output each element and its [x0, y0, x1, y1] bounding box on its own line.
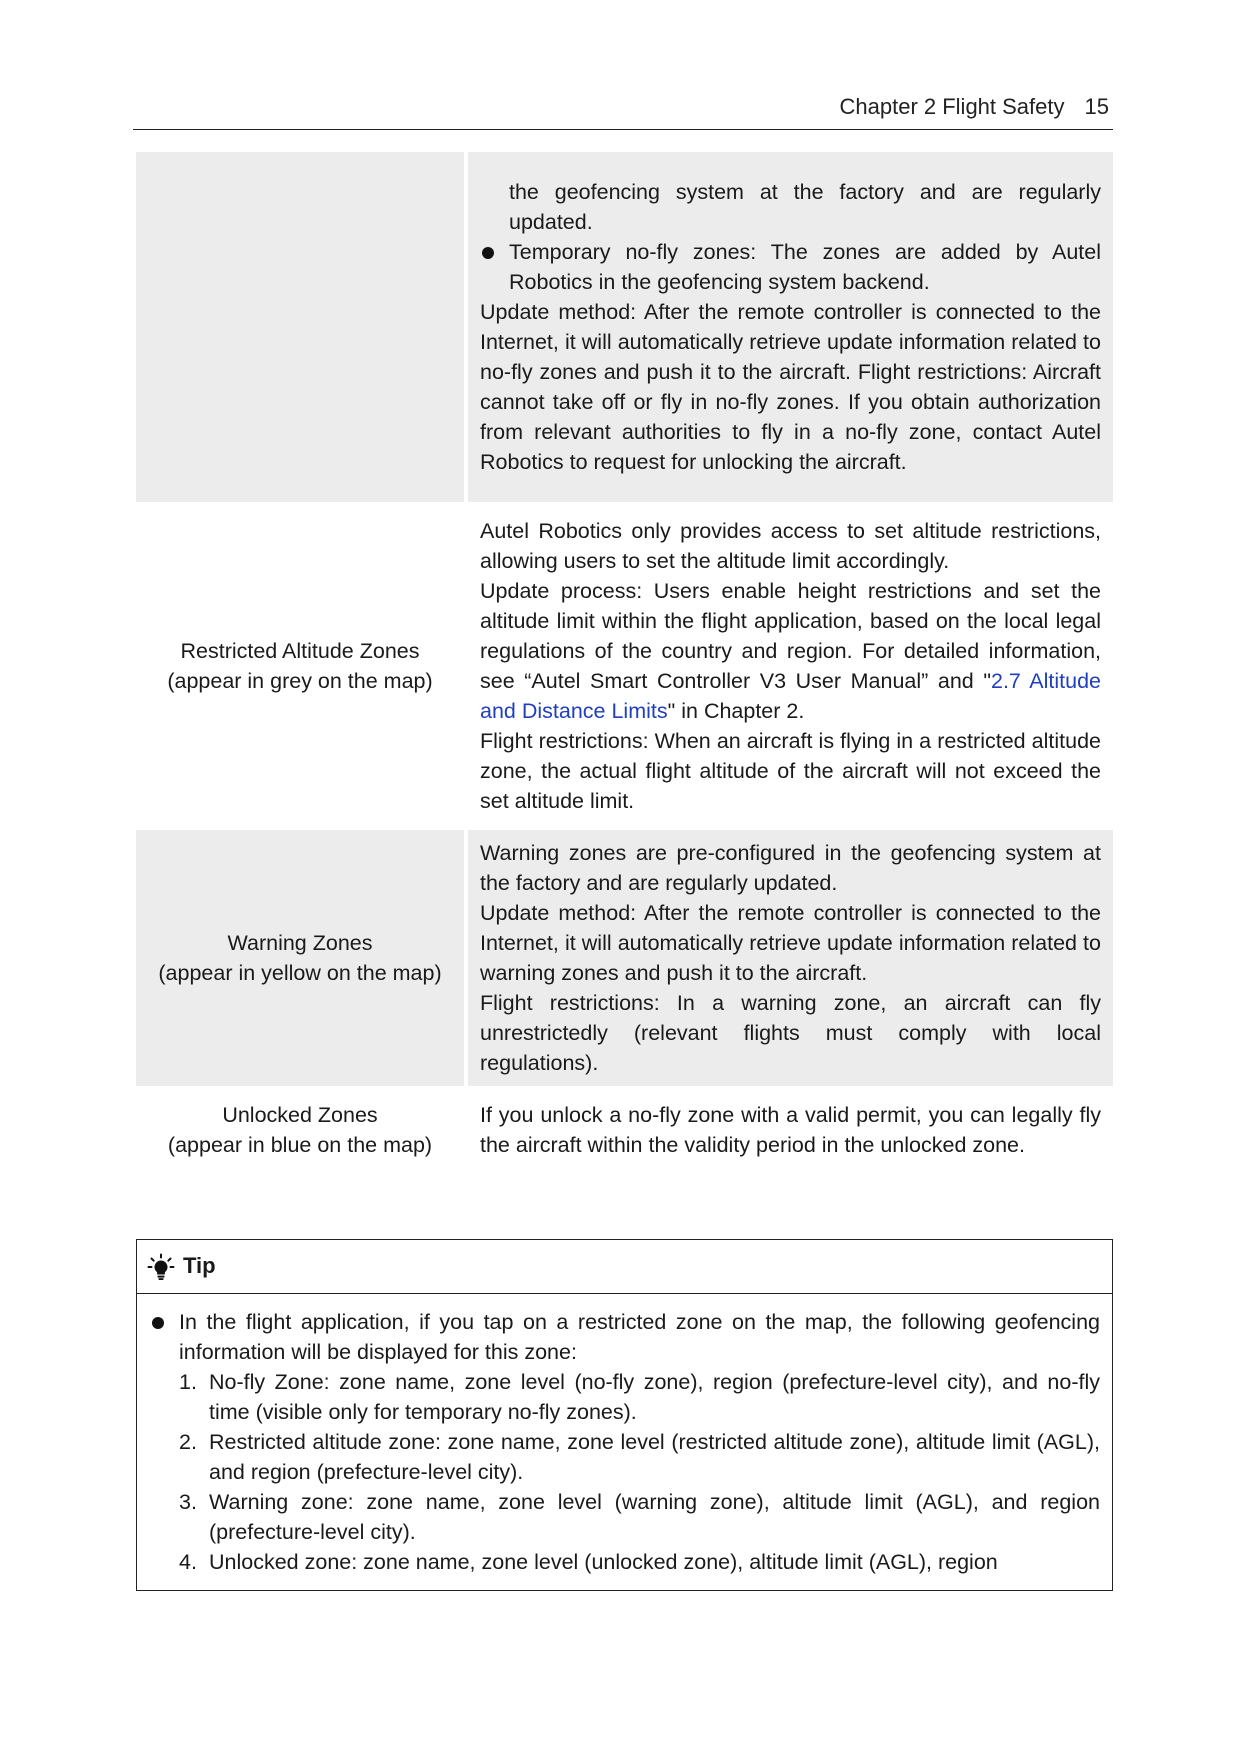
altitude-limits-link[interactable]: 2.7 Altitude and Distance Limits: [480, 669, 1102, 723]
zone-map-color-note: (appear in grey on the map): [167, 669, 433, 693]
continued-text: the geofencing system at the factory and are regularly updated.: [509, 180, 1101, 234]
zone-description-cell: [468, 508, 1113, 824]
update-method-text: Update method: After the remote controller is connected to the Internet, it will automatically retrieve update information related to no-fly zones and push it to the aircraft. Flight restrictions: Aircraft cannot take off or fly in no-fly zones. If you obtain authorization from relevant authorities to fly in a no-fly zone, contact Autel Robotics to request for unlocking the aircraft.: [480, 300, 1101, 474]
page-number: 15: [1084, 94, 1109, 119]
bullet-icon: [152, 1317, 164, 1329]
list-item: [149, 1367, 1100, 1427]
warning-preconfigured-text: Warning zones are pre-configured in the geofencing system at the factory and are regularly updated.: [480, 841, 1101, 895]
list-item: [149, 1547, 1100, 1577]
table-row: [136, 1092, 1113, 1168]
list-number: 2.: [179, 1430, 197, 1454]
zone-map-color-note: (appear in yellow on the map): [158, 961, 442, 985]
page-header: [133, 92, 1113, 130]
tip-body: [137, 1294, 1112, 1577]
header-text: [840, 94, 1110, 120]
table-row: [136, 152, 1113, 502]
zone-name: Warning Zones: [227, 931, 373, 955]
zone-map-color-note: (appear in blue on the map): [167, 1133, 433, 1157]
zone-name: Restricted Altitude Zones: [180, 639, 420, 663]
zone-description-cell: [468, 1092, 1113, 1168]
tip-header: [137, 1240, 1112, 1294]
list-item: [149, 1307, 1100, 1367]
zone-description-cell: [468, 830, 1113, 1086]
list-text: Unlocked zone: zone name, zone level (unlocked zone), altitude limit (AGL), region: [209, 1550, 998, 1574]
table-row: [136, 830, 1113, 1086]
tip-title: Tip: [183, 1253, 216, 1278]
update-method-text: Update method: After the remote controller is connected to the Internet, it will automatically retrieve update information related to warning zones and push it to the aircraft.: [480, 901, 1101, 985]
list-item: [149, 1427, 1100, 1487]
list-number: 3.: [179, 1490, 197, 1514]
bullet-icon: [482, 247, 494, 259]
flight-restrictions-text: Flight restrictions: In a warning zone, an aircraft can fly unrestrictedly (relevant flights must comply with local regulations).: [480, 991, 1101, 1075]
unlocked-zone-text: If you unlock a no-fly zone with a valid permit, you can legally fly the aircraft within the validity period in the unlocked zone.: [480, 1103, 1101, 1157]
chapter-title: Chapter 2 Flight Safety: [839, 94, 1065, 119]
list-number: 1.: [179, 1370, 197, 1394]
list-item: [480, 237, 1101, 297]
zone-type-cell: [136, 1092, 468, 1168]
zone-type-cell: [136, 508, 468, 824]
list-text: No-fly Zone: zone name, zone level (no-fly zone), region (prefecture-level city), and no-fly time (visible only for temporary no-fly zones).: [209, 1370, 1100, 1424]
list-number: 4.: [179, 1550, 197, 1574]
list-text: Warning zone: zone name, zone level (warning zone), altitude limit (AGL), and region (prefecture-level city).: [209, 1490, 1100, 1544]
update-process-text: Update process: Users enable height restrictions and set the altitude limit within the flight application, based on the local legal regulations of the country and region. For detailed information, see “Autel Smart Controller V3 User Manual” and "2.7 Altitude and Distance Limits" in Chapter 2.: [480, 579, 1102, 723]
altitude-access-text: Autel Robotics only provides access to set altitude restrictions, allowing users to set the altitude limit accordingly.: [480, 519, 1101, 573]
temporary-no-fly-zones-text: Temporary no-fly zones: The zones are added by Autel Robotics in the geofencing system backend.: [509, 240, 1101, 294]
list-item: [149, 1487, 1100, 1547]
tip-box: [136, 1239, 1113, 1591]
zone-type-cell: [136, 152, 468, 502]
flight-restrictions-text: Flight restrictions: When an aircraft is flying in a restricted altitude zone, the actual flight altitude of the aircraft will not exceed the set altitude limit.: [480, 729, 1101, 813]
zone-description-cell: [468, 152, 1113, 502]
list-text: Restricted altitude zone: zone name, zone level (restricted altitude zone), altitude limit (AGL), and region (prefecture-level city).: [209, 1430, 1100, 1484]
lightbulb-icon: [147, 1253, 175, 1281]
table-row: [136, 508, 1113, 824]
tip-intro: In the flight application, if you tap on a restricted zone on the map, the following geofencing information will be displayed for this zone:: [179, 1310, 1100, 1364]
zone-type-cell: [136, 830, 468, 1086]
geofence-zones-table: [136, 152, 1113, 1168]
zone-name: Unlocked Zones: [222, 1103, 378, 1127]
